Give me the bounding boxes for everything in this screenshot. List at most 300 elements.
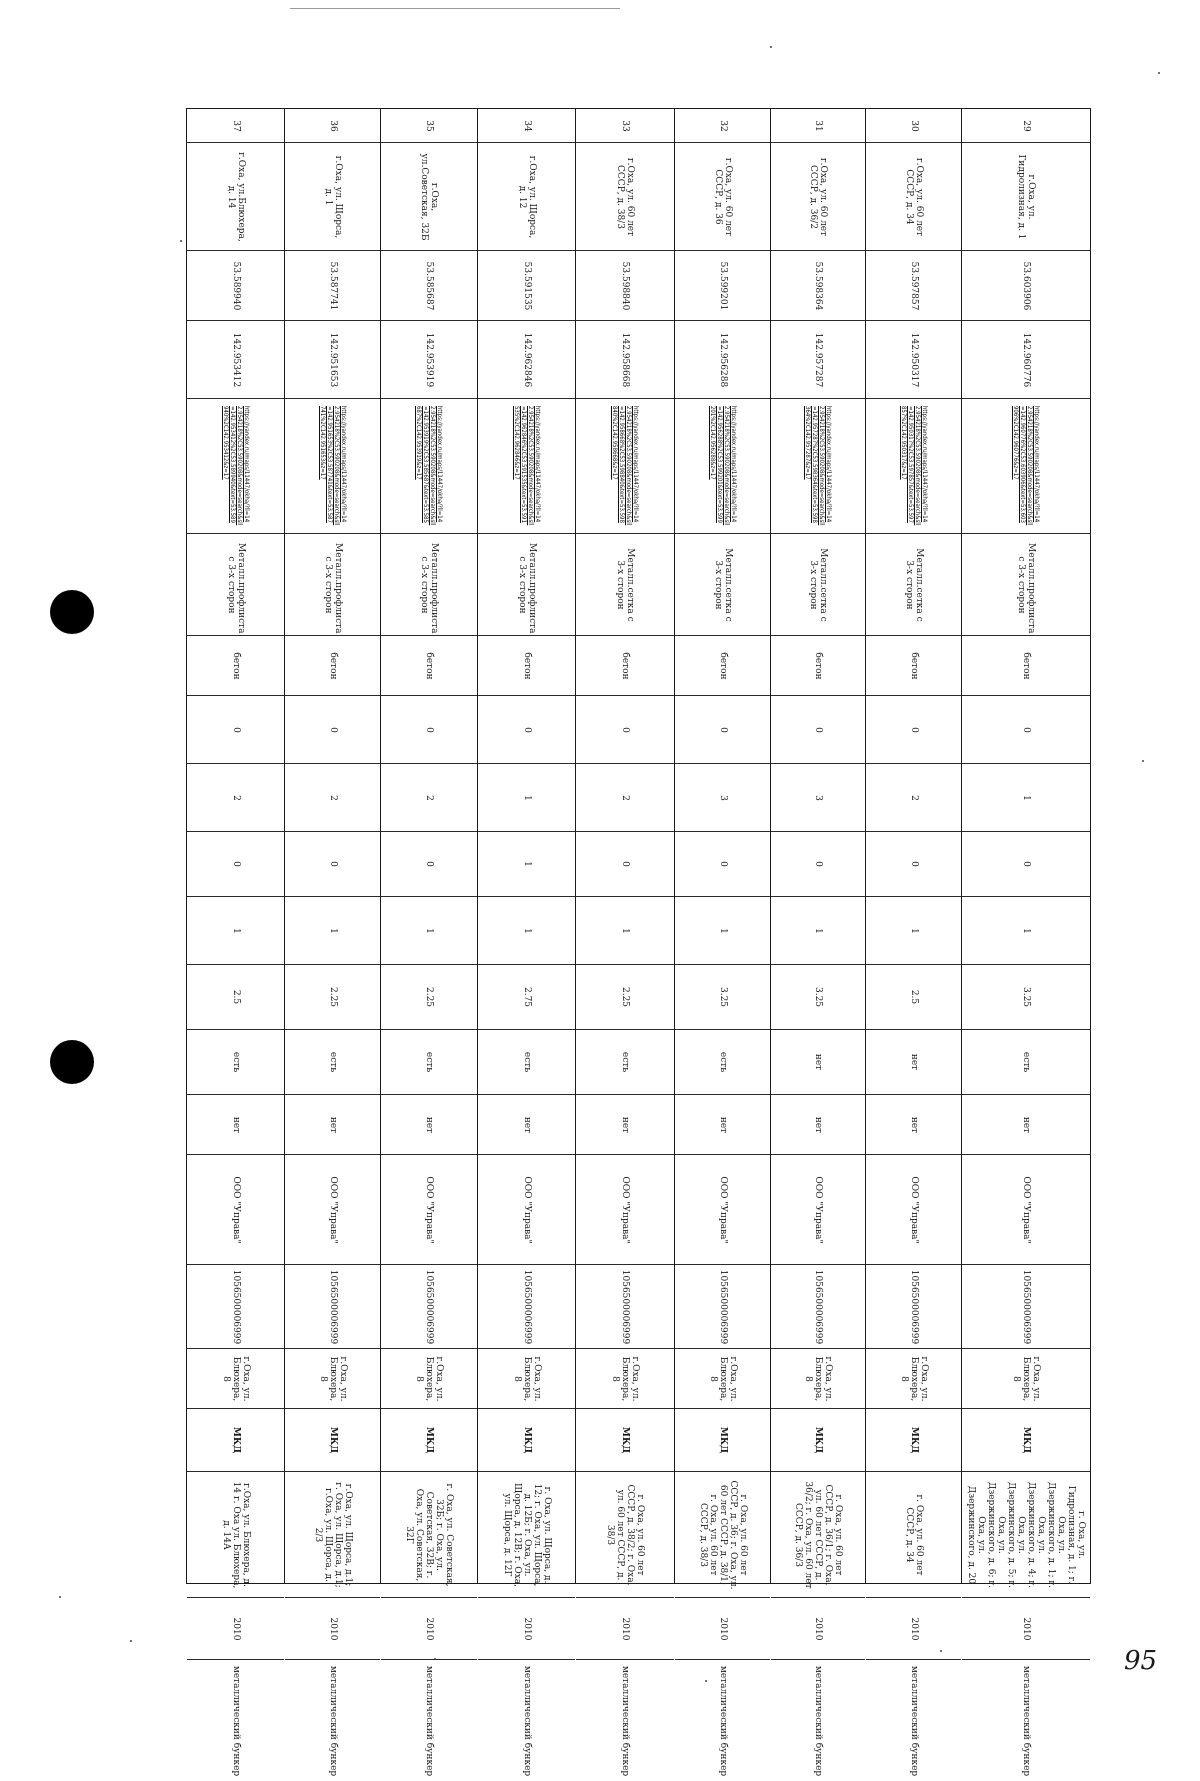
count-value: 2: [908, 794, 919, 801]
count-value: 2: [327, 794, 338, 801]
count-value-cell: [962, 764, 1090, 832]
flag-value-cell: [285, 1095, 380, 1155]
count-value-cell: [285, 764, 380, 832]
site-address-cell: [866, 143, 961, 251]
flag-value: есть: [327, 1051, 338, 1073]
flag-value: нет: [813, 1053, 823, 1071]
flag-value: есть: [717, 1051, 728, 1073]
table-record: [866, 109, 962, 1776]
count-value: 0: [424, 861, 434, 867]
count-value-cell: [675, 764, 770, 832]
map-link[interactable]: https://yandex.ru/maps/11447/okha/?ll=142.954218%2C53.590208&mode=search&sll=142.958668%2C53.598840&text=53.598840%2C142.958668&z=17: [611, 406, 639, 526]
base-material-cell: [866, 636, 961, 696]
object-type: МКД: [521, 1426, 532, 1454]
count-value: 2: [620, 794, 630, 801]
flag-value-cell: [866, 1095, 961, 1155]
operator-name: ООО "Управа": [813, 1175, 823, 1244]
install-year: 2010: [813, 1617, 823, 1640]
operator-address-cell: [478, 1349, 575, 1409]
operator-ogrn: 1056500006999: [813, 1269, 823, 1344]
volume-value: 3.25: [813, 986, 823, 1008]
map-link[interactable]: https://yandex.ru/maps/11447/okha/?ll=142.954218%2C53.590208&mode=search&sll=142.950317%2C53.597857&text=53.597857%2C142.950317&z=17: [899, 406, 928, 526]
operator-ogrn: 1056500006999: [521, 1269, 532, 1344]
longitude: 142.953412: [230, 332, 241, 387]
count-value-cell: [866, 764, 961, 832]
operator-address: г.Оха, ул. Блюхера, 8: [1011, 1356, 1041, 1401]
fence-material-cell: [187, 534, 284, 636]
volume-value-cell: [381, 965, 477, 1030]
fence-material-cell: [962, 534, 1090, 636]
volume-value-cell: [576, 965, 674, 1030]
map-link-cell: [285, 399, 380, 534]
base-material: бетон: [717, 651, 728, 680]
install-year: 2010: [1021, 1617, 1031, 1640]
flag-value-cell: [675, 1095, 770, 1155]
flag-value: нет: [521, 1116, 532, 1133]
latitude-cell: [478, 251, 575, 321]
map-link[interactable]: https://yandex.ru/maps/11447/okha/?ll=142.954218%2C53.590208&mode=search&sll=142.956288%2C53.599201&text=53.599201%2C142.956288&z=17: [708, 406, 737, 526]
base-material: бетон: [1021, 651, 1031, 680]
count-value-cell: [187, 897, 284, 965]
operator-ogrn: 1056500006999: [424, 1269, 434, 1344]
map-link[interactable]: https://yandex.ru/maps/11447/okha/?ll=142.954218%2C53.590208&mode=search&sll=142.953919%2C53.585687&text=53.585687%2C142.953919&z=17: [415, 406, 443, 526]
container-kind: металлический бункер: [717, 1665, 728, 1776]
operator-address: г.Оха, ул. Блюхера, 8: [511, 1356, 542, 1401]
flag-value: нет: [327, 1116, 338, 1133]
longitude-cell: [962, 321, 1090, 399]
container-kind-cell: [187, 1660, 284, 1781]
container-kind: металлический бункер: [230, 1665, 241, 1776]
operator-ogrn-cell: [771, 1265, 865, 1349]
waste-sources-cell: [675, 1472, 770, 1598]
flag-value: нет: [230, 1116, 241, 1133]
count-value: 0: [327, 726, 338, 733]
count-value-cell: [866, 832, 961, 897]
table-record: [285, 109, 381, 1776]
container-kind-cell: [962, 1660, 1090, 1781]
install-year-cell: [381, 1598, 477, 1660]
flag-value-cell: [576, 1095, 674, 1155]
site-address-cell: [962, 143, 1090, 251]
latitude-cell: [576, 251, 674, 321]
site-address-cell: [478, 143, 575, 251]
flag-value-cell: [771, 1030, 865, 1095]
flag-value: нет: [424, 1116, 434, 1133]
record-number-cell: [478, 109, 575, 143]
flag-value: есть: [620, 1051, 630, 1073]
container-kind-cell: [478, 1660, 575, 1781]
operator-ogrn: 1056500006999: [327, 1269, 338, 1344]
operator-address-cell: [381, 1349, 477, 1409]
count-value: 1: [717, 927, 728, 934]
latitude: 53.603906: [1021, 261, 1031, 310]
count-value-cell: [478, 832, 575, 897]
flag-value-cell: [576, 1030, 674, 1095]
container-kind-cell: [866, 1660, 961, 1781]
page-number: 95: [1124, 1646, 1158, 1676]
punch-hole: [50, 590, 94, 634]
base-material: бетон: [230, 651, 241, 680]
volume-value: 2.25: [327, 986, 338, 1008]
waste-sources: г. Оха, ул. Щорса, д. 12; г. Оха, ул. Щорса, д. 12Б; г. Оха, ул. Щорса, д. 12В; г. Оха, ул. Щорса, д. 12Г: [501, 1482, 552, 1587]
longitude-cell: [771, 321, 865, 399]
volume-value-cell: [962, 965, 1090, 1030]
fence-material: Металл.сетка с 3-х сторон: [808, 547, 828, 622]
operator-name-cell: [478, 1155, 575, 1265]
operator-name-cell: [771, 1155, 865, 1265]
count-value: 1: [521, 794, 532, 801]
fence-material-cell: [381, 534, 477, 636]
base-material: бетон: [908, 651, 919, 680]
map-link-cell: [576, 399, 674, 534]
volume-value: 2.25: [620, 986, 630, 1008]
map-link-cell: [675, 399, 770, 534]
record-number: 29: [1021, 119, 1031, 132]
operator-name: ООО "Управа": [521, 1175, 532, 1244]
latitude-cell: [285, 251, 380, 321]
base-material: бетон: [521, 651, 532, 680]
flag-value-cell: [381, 1095, 477, 1155]
fence-material: Металл.сетка с 3-х сторон: [712, 547, 733, 622]
operator-name-cell: [381, 1155, 477, 1265]
site-address: г.Оха, ул. 60 лет СССР, д. 36: [712, 157, 733, 236]
map-link-cell: [381, 399, 477, 534]
install-year: 2010: [521, 1617, 532, 1640]
longitude-cell: [866, 321, 961, 399]
latitude: 53.591535: [521, 261, 532, 310]
waste-sources-cell: [285, 1472, 380, 1598]
count-value-cell: [187, 832, 284, 897]
object-type-cell: [576, 1409, 674, 1472]
waste-sources: г. Оха, ул. 60 лет СССР, д. 36/1; г. Оха, ул. 60 лет СССР, д. 36/2; г. Оха, ул. 60 лет СССР, д. 36/3: [793, 1480, 843, 1589]
container-kind-cell: [675, 1660, 770, 1781]
table-record: [771, 109, 866, 1776]
punch-hole: [50, 1040, 94, 1084]
waste-sources-cell: [187, 1472, 284, 1598]
operator-address-cell: [187, 1349, 284, 1409]
count-value: 0: [717, 726, 728, 733]
count-value-cell: [381, 764, 477, 832]
fence-material-cell: [866, 534, 961, 636]
count-value: 0: [1021, 861, 1031, 867]
container-kind: металлический бункер: [908, 1665, 919, 1776]
base-material-cell: [187, 636, 284, 696]
operator-name: ООО "Управа": [1021, 1175, 1031, 1244]
volume-value: 3.25: [1021, 986, 1031, 1008]
install-year: 2010: [620, 1617, 630, 1640]
install-year-cell: [962, 1598, 1090, 1660]
table-record: [187, 109, 285, 1776]
site-address-cell: [675, 143, 770, 251]
latitude-cell: [771, 251, 865, 321]
base-material: бетон: [813, 651, 823, 680]
longitude-cell: [675, 321, 770, 399]
operator-ogrn: 1056500006999: [620, 1269, 630, 1344]
flag-value: есть: [230, 1051, 241, 1073]
record-number-cell: [771, 109, 865, 143]
record-number: 34: [521, 119, 532, 132]
count-value: 3: [717, 794, 728, 801]
count-value: 3: [813, 794, 823, 801]
map-link[interactable]: https://yandex.ru/maps/11447/okha/?ll=142.954218%2C53.590208&mode=search&sll=142.953412%2C53.589940&text=53.589940%2C142.953412&z=17: [221, 406, 250, 526]
site-address-cell: [285, 143, 380, 251]
table-record: [478, 109, 576, 1776]
scan-speck: [130, 1640, 132, 1642]
count-value-cell: [381, 897, 477, 965]
waste-sources-cell: [478, 1472, 575, 1598]
object-type-cell: [962, 1409, 1090, 1472]
registry-table: [186, 108, 1091, 1776]
latitude-cell: [962, 251, 1090, 321]
record-number-cell: [962, 109, 1090, 143]
map-link[interactable]: https://yandex.ru/maps/11447/okha/?ll=142.954218%2C53.590208&mode=search&sll=142.951653%2C53.587741&text=53.587741%2C142.951653&z=17: [318, 406, 347, 526]
flag-value-cell: [771, 1095, 865, 1155]
scan-speck: [59, 1596, 61, 1598]
fence-material: Металл.профлиста с 3-х сторон: [1016, 542, 1036, 634]
volume-value: 3.25: [717, 986, 728, 1008]
count-value: 0: [230, 726, 241, 733]
count-value-cell: [675, 832, 770, 897]
count-value-cell: [576, 696, 674, 764]
install-year-cell: [675, 1598, 770, 1660]
volume-value-cell: [478, 965, 575, 1030]
count-value: 1: [327, 927, 338, 934]
record-number: 36: [327, 119, 338, 132]
count-value-cell: [478, 696, 575, 764]
object-type-cell: [187, 1409, 284, 1472]
site-address: г.Оха, ул. Щорса, д. 12: [516, 155, 537, 238]
site-address: г.Оха, ул. 60 лет СССР, д. 36/2: [808, 157, 828, 236]
volume-value: 2.5: [230, 989, 241, 1005]
flag-value-cell: [675, 1030, 770, 1095]
record-number: 33: [620, 119, 630, 132]
volume-value-cell: [285, 965, 380, 1030]
count-value-cell: [866, 696, 961, 764]
map-link[interactable]: https://yandex.ru/maps/11447/okha/?ll=142.954218%2C53.590208&mode=search&sll=142.957287%2C53.598364&text=53.598364%2C142.957287&z=17: [804, 406, 832, 526]
operator-name-cell: [187, 1155, 284, 1265]
map-link[interactable]: https://yandex.ru/maps/11447/okha/?ll=142.954218%2C53.590208&mode=search&sll=142.960776%2C53.603906&text=53.603906%2C142.960776&z=17: [1012, 406, 1040, 526]
waste-sources: г. Оха, ул. Советская, 32Б; г. Оха, ул. Советская, 32В; г. Оха, ул. Советская, 32Г: [404, 1483, 454, 1586]
flag-value: нет: [813, 1116, 823, 1133]
waste-sources: г.Оха, ул. Блюхера, д. 14 г. Оха ул. Блюхера, д. 14А: [220, 1481, 251, 1588]
longitude: 142.960776: [1021, 332, 1031, 387]
fence-material-cell: [576, 534, 674, 636]
flag-value-cell: [478, 1095, 575, 1155]
record-number: 37: [230, 119, 241, 132]
count-value: 0: [521, 726, 532, 733]
site-address: г.Оха, ул. Гидролизная, д. 1: [1016, 153, 1036, 240]
count-value-cell: [771, 897, 865, 965]
scan-speck: [1158, 72, 1160, 74]
site-address: г.Оха, ул. 60 лет СССР, д. 38/3: [615, 157, 635, 236]
scan-edge-line: [290, 8, 620, 9]
operator-ogrn-cell: [675, 1265, 770, 1349]
count-value: 0: [717, 861, 728, 867]
latitude: 53.587741: [327, 261, 338, 310]
count-value-cell: [771, 764, 865, 832]
scan-speck: [770, 46, 772, 48]
install-year-cell: [866, 1598, 961, 1660]
fence-material-cell: [478, 534, 575, 636]
object-type: МКД: [230, 1426, 241, 1454]
install-year-cell: [187, 1598, 284, 1660]
base-material-cell: [962, 636, 1090, 696]
install-year-cell: [285, 1598, 380, 1660]
longitude: 142.950317: [908, 332, 919, 387]
operator-name: ООО "Управа": [424, 1175, 434, 1244]
operator-name: ООО "Управа": [230, 1175, 241, 1244]
count-value-cell: [187, 696, 284, 764]
operator-address: г.Оха, ул. Блюхера, 8: [610, 1356, 640, 1401]
count-value-cell: [381, 832, 477, 897]
object-type-cell: [675, 1409, 770, 1472]
longitude-cell: [576, 321, 674, 399]
latitude: 53.598364: [813, 261, 823, 310]
install-year: 2010: [908, 1617, 919, 1640]
count-value-cell: [285, 696, 380, 764]
operator-name-cell: [675, 1155, 770, 1265]
site-address-cell: [576, 143, 674, 251]
volume-value: 2.25: [424, 986, 434, 1008]
count-value-cell: [576, 897, 674, 965]
waste-sources: г.Оха, ул. Щорса, д.1; г. Оха, ул. Щорса, д.1; г.Оха, ул. Щорса, д. 2/3: [312, 1481, 353, 1588]
table-record: [381, 109, 478, 1776]
fence-material: Металл.сетка с 3-х сторон: [615, 547, 635, 622]
count-value: 0: [813, 861, 823, 867]
operator-address-cell: [962, 1349, 1090, 1409]
count-value: 0: [1021, 726, 1031, 733]
map-link-cell: [187, 399, 284, 534]
waste-sources-cell: [576, 1472, 674, 1598]
object-type: МКД: [717, 1426, 728, 1454]
fence-material: Металл.профлиста с 3-х сторон: [225, 542, 246, 634]
flag-value-cell: [187, 1095, 284, 1155]
record-number-cell: [381, 109, 477, 143]
flag-value-cell: [962, 1095, 1090, 1155]
fence-material-cell: [771, 534, 865, 636]
count-value: 0: [813, 726, 823, 733]
map-link[interactable]: https://yandex.ru/maps/11447/okha/?ll=142.954218%2C53.590208&mode=search&sll=142.962846%2C53.591535&text=53.591535%2C142.962846&z=17: [512, 406, 541, 526]
site-address: г.Оха, ул. 60 лет СССР, д. 34: [903, 157, 924, 236]
count-value-cell: [771, 832, 865, 897]
count-value-cell: [285, 832, 380, 897]
count-value: 1: [521, 861, 532, 867]
operator-ogrn: 1056500006999: [717, 1269, 728, 1344]
operator-name: ООО "Управа": [620, 1175, 630, 1244]
latitude: 53.599201: [717, 261, 728, 310]
count-value-cell: [866, 897, 961, 965]
base-material: бетон: [620, 651, 630, 680]
count-value-cell: [576, 764, 674, 832]
operator-ogrn: 1056500006999: [1021, 1269, 1031, 1344]
count-value: 0: [230, 861, 241, 867]
count-value-cell: [675, 696, 770, 764]
map-link-cell: [771, 399, 865, 534]
base-material-cell: [576, 636, 674, 696]
count-value: 0: [620, 861, 630, 867]
operator-name-cell: [285, 1155, 380, 1265]
operator-ogrn-cell: [285, 1265, 380, 1349]
fence-material-cell: [675, 534, 770, 636]
base-material-cell: [675, 636, 770, 696]
flag-value: нет: [908, 1116, 919, 1133]
longitude: 142.953919: [424, 332, 434, 387]
volume-value-cell: [675, 965, 770, 1030]
base-material-cell: [381, 636, 477, 696]
count-value: 1: [521, 927, 532, 934]
site-address-cell: [771, 143, 865, 251]
container-kind: металлический бункер: [521, 1665, 532, 1776]
install-year-cell: [576, 1598, 674, 1660]
waste-sources-cell: [771, 1472, 865, 1598]
object-type: МКД: [813, 1426, 823, 1454]
operator-ogrn-cell: [866, 1265, 961, 1349]
operator-address: г.Оха, ул. Блюхера, 8: [803, 1356, 833, 1401]
operator-name: ООО "Управа": [717, 1175, 728, 1244]
latitude-cell: [381, 251, 477, 321]
flag-value-cell: [187, 1030, 284, 1095]
count-value-cell: [962, 832, 1090, 897]
container-kind: металлический бункер: [1021, 1665, 1031, 1776]
fence-material: Металл.профлиста с 3-х сторон: [322, 542, 343, 634]
waste-sources: г. Оха, ул. 60 лет СССР, д. 34: [903, 1493, 924, 1576]
longitude-cell: [381, 321, 477, 399]
record-number-cell: [187, 109, 284, 143]
flag-value: есть: [521, 1051, 532, 1073]
count-value-cell: [478, 764, 575, 832]
object-type-cell: [478, 1409, 575, 1472]
count-value: 0: [424, 726, 434, 733]
map-link-cell: [962, 399, 1090, 534]
flag-value: нет: [717, 1116, 728, 1133]
waste-sources: г. Оха, ул. Гидролизная, д. 1; г. Оха, ул. Дзержинского, д. 1; г. Оха, ул. Дзержинского, д. 4; г. Оха, ул. Дзержинского, д. 5; г. Оха, ул. Дзержинского, д. 6; г. Оха, ул. Дзержинского, д. 20: [966, 1481, 1086, 1588]
count-value-cell: [187, 764, 284, 832]
waste-sources-cell: [962, 1472, 1090, 1598]
install-year: 2010: [424, 1617, 434, 1640]
record-number-cell: [576, 109, 674, 143]
flag-value: нет: [1021, 1116, 1031, 1133]
container-kind: металлический бункер: [620, 1665, 630, 1776]
count-value: 1: [813, 927, 823, 934]
count-value: 1: [1021, 927, 1031, 934]
fence-material: Металл.сетка с 3-х сторон: [903, 547, 924, 622]
operator-ogrn-cell: [478, 1265, 575, 1349]
flag-value-cell: [866, 1030, 961, 1095]
object-type: МКД: [908, 1426, 919, 1454]
flag-value-cell: [381, 1030, 477, 1095]
count-value: 2: [230, 794, 241, 801]
latitude: 53.585687: [424, 261, 434, 310]
base-material-cell: [771, 636, 865, 696]
record-number-cell: [285, 109, 380, 143]
flag-value: нет: [908, 1053, 919, 1071]
longitude: 142.956288: [717, 332, 728, 387]
count-value-cell: [576, 832, 674, 897]
record-number: 30: [908, 119, 919, 132]
object-type-cell: [381, 1409, 477, 1472]
longitude: 142.957287: [813, 332, 823, 387]
operator-address: г.Оха, ул. Блюхера, 8: [707, 1356, 738, 1401]
flag-value-cell: [478, 1030, 575, 1095]
latitude-cell: [187, 251, 284, 321]
volume-value: 2.75: [521, 986, 532, 1008]
longitude: 142.951653: [327, 332, 338, 387]
latitude-cell: [866, 251, 961, 321]
count-value-cell: [675, 897, 770, 965]
record-number-cell: [866, 109, 961, 143]
count-value-cell: [771, 696, 865, 764]
latitude: 53.597857: [908, 261, 919, 310]
